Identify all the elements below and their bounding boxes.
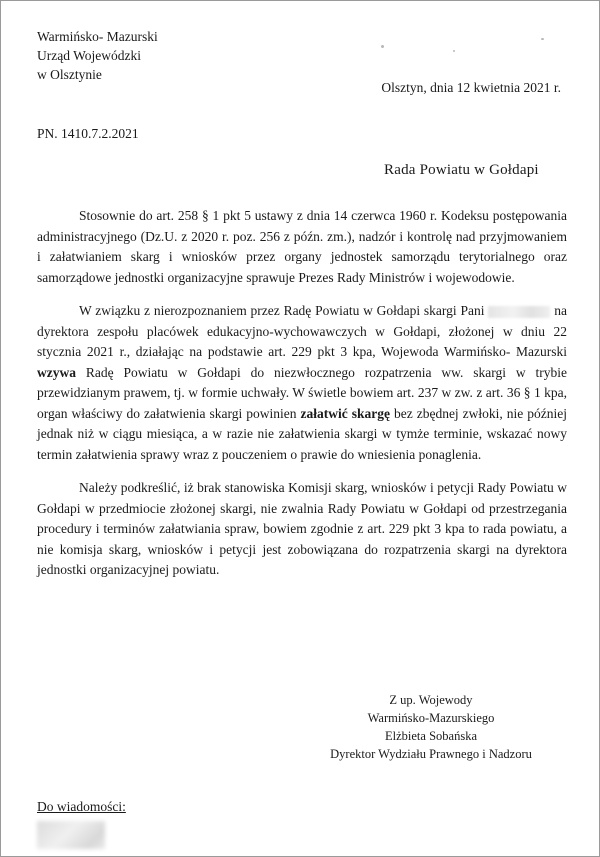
signature-line-4: Dyrektor Wydziału Prawnego i Nadzoru <box>330 747 532 761</box>
paragraph-2-part-a: W związku z nierozpoznaniem przez Radę Powiatu w Gołdapi skargi Pani <box>79 303 485 318</box>
signature-line-3: Elżbieta Sobańska <box>385 729 477 743</box>
signature-block <box>301 691 561 763</box>
emphasis-zalatwic-skarge: załatwić skargę <box>300 405 390 421</box>
signature-line-1: Z up. Wojewody <box>389 693 473 707</box>
recipient: Rada Powiatu w Gołdapi <box>384 162 539 178</box>
sender-line-1: Warmińsko- Mazurski <box>37 29 158 44</box>
place-date: Olsztyn, dnia 12 kwietnia 2021 r. <box>381 80 561 95</box>
redacted-name <box>488 306 550 318</box>
paragraph-2-part-c: Radę Powiatu w Gołdapi do niezwłocznego rozpatrzenia ww. skargi w trybie przewidzianym prawem, tj. w formie uchwały. W świetle bowiem art. 237 w zw. z art. 36 § 1 kpa, organ właściwy do załatwienia skargi powinien <box>37 364 567 421</box>
paragraph-2-part-d: bez zbędnej zwłoki, nie później jednak niż w ciągu miesiąca, a w razie nie załatwienia skargi w tymże terminie, wskazać nowy termin załatwienia sprawy wraz z pouczeniem o prawie do wniesienia ponaglenia. <box>37 405 568 462</box>
signature-line-2: Warmińsko-Mazurskiego <box>367 711 495 725</box>
paragraph-2-part-b: na dyrektora zespołu placówek edukacyjno-wychowawczych w Gołdapi, złożonej w dniu 22 stycznia 2021 r., działając na podstawie art. 229 pkt 3 kpa, Wojewoda Warmińsko- Mazurski <box>37 303 568 359</box>
cc-heading: Do wiadomości: <box>37 799 126 814</box>
sender-line-3: w Olsztynie <box>37 67 102 82</box>
paragraph-1: Stosownie do art. 258 § 1 pkt 5 ustawy z dnia 14 czerwca 1960 r. Kodeksu postępowania administracyjnego (Dz.U. z 2020 r. poz. 256 z późn. zm.), nadzór i kontrolę nad przyjmowaniem i załatwianiem skarg i wniosków przez organy jednostek samorządu terytorialnego oraz samorządowe jednostki organizacyjne sprawuje Prezes Rady Ministrów i wojewodowie. <box>37 208 567 285</box>
scan-speck <box>541 38 544 40</box>
emphasis-wzywa: wzywa <box>37 364 76 380</box>
scan-speck <box>453 50 455 52</box>
paragraph-2 <box>37 301 567 465</box>
letter-body <box>37 206 567 594</box>
case-reference: PN. 1410.7.2.2021 <box>37 126 139 141</box>
paragraph-3: Należy podkreślić, iż brak stanowiska Komisji skarg, wniosków i petycji Rady Powiatu w Gołdapi w przedmiocie złożonej skargi, nie zwalnia Rady Powiatu w Gołdapi od przestrzegania procedury i terminów załatwiania spraw, bowiem zgodnie z art. 229 pkt 3 kpa to rada powiatu, a nie komisja skarg, wniosków i petycji jest zobowiązana do rozpatrzenia skargi na dyrektora jednostki organizacyjnej powiatu. <box>37 480 567 577</box>
scan-speck <box>381 45 384 48</box>
redacted-cc-recipient <box>37 821 105 849</box>
sender-line-2: Urząd Wojewódzki <box>37 48 142 63</box>
sender-block <box>37 27 158 84</box>
